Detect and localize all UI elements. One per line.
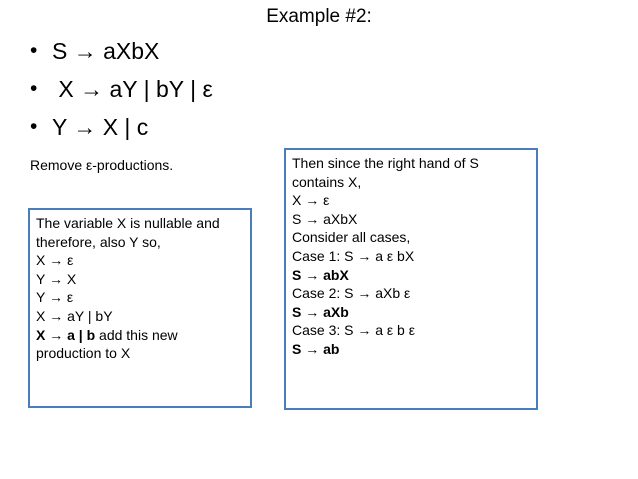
box-line: S → aXbX	[292, 210, 358, 227]
new-production-bold: X → a | b	[36, 326, 96, 343]
case-result: S → ab	[292, 340, 340, 357]
grammar-rule	[30, 70, 213, 108]
slide-title: Example #2:	[266, 6, 372, 27]
grammar-rule	[30, 32, 213, 70]
bullet-dot-icon: •	[30, 77, 38, 100]
case-result: S → aXb	[292, 303, 349, 320]
box-line: contains X,	[292, 173, 362, 190]
grammar-rule-text: Y → X | c	[52, 113, 149, 140]
box-line: The variable X is nullable and	[36, 215, 220, 231]
grammar-rules-list	[30, 32, 213, 146]
case-result: S → abX	[292, 266, 349, 283]
grammar-rule	[30, 108, 213, 146]
box-line: X → aY | bY	[36, 307, 113, 324]
box-line: Y → ε	[36, 289, 74, 306]
box-line: X → ε	[292, 192, 330, 209]
box-line: therefore, also Y so,	[36, 233, 161, 250]
box-line: Then since the right hand of S	[292, 155, 479, 171]
box-line: X → ε	[36, 252, 74, 269]
box-line: Case 3: S → a ε b ε	[292, 322, 415, 339]
grammar-rule-text: S → aXbX	[52, 37, 160, 64]
box-line-highlight	[36, 326, 244, 345]
bullet-dot-icon: •	[30, 39, 38, 62]
box-line: Case 2: S → aXb ε	[292, 285, 411, 302]
instruction-note: Remove ε-productions.	[30, 157, 174, 173]
box-line: production to X	[36, 345, 131, 362]
box-line: Case 1: S → a ε bX	[292, 247, 415, 264]
box-line: Consider all cases,	[292, 229, 411, 246]
box-line: Y → X	[36, 270, 77, 287]
cases-explanation-box	[284, 148, 538, 410]
bullet-dot-icon: •	[30, 115, 38, 138]
nullable-explanation-box	[28, 208, 252, 408]
grammar-rule-text: X → aY | bY | ε	[52, 75, 213, 102]
new-production-comment: add this new	[95, 326, 178, 343]
